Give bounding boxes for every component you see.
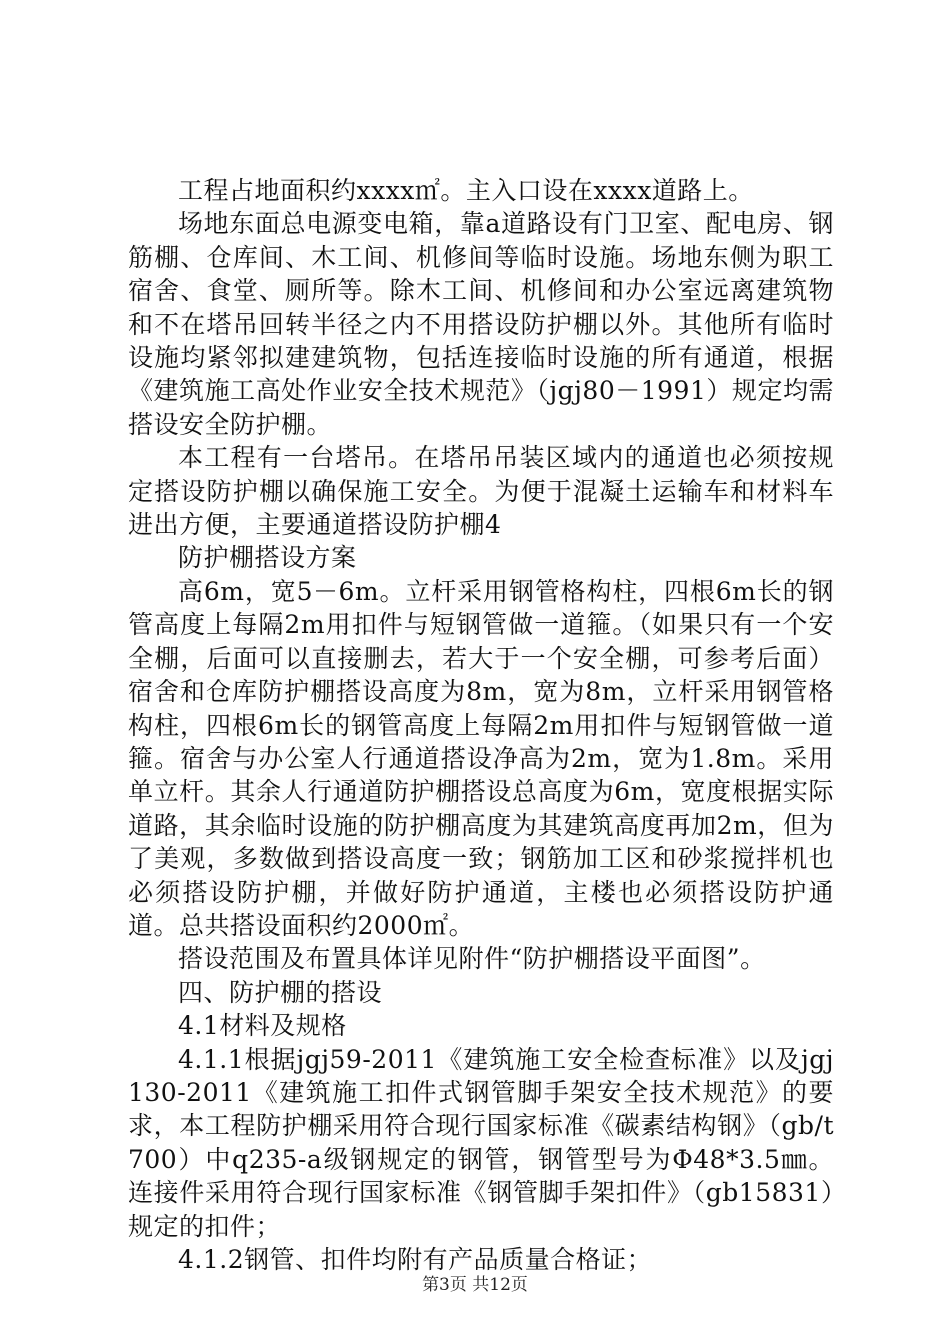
document-body xyxy=(128,174,834,1276)
paragraph-scheme-heading: 防护棚搭设方案 xyxy=(178,543,357,573)
paragraph-4-1-1: 4.1.1根据jgj59-2011《建筑施工安全检查标准》以及jgj130-2011《建筑施工扣件式钢管脚手架安全技术规范》的要求，本工程防护棚采用符合现行国家标准《碳素结构钢》（gb/t700）中q235-a级钢规定的钢管，钢管型号为Φ48*3.5㎜。连接件采用符合现行国家标准《钢管脚手架扣件》（gb15831）规定的扣件； xyxy=(128,1044,834,1241)
page-number-footer: 第3页 共12页 xyxy=(422,1275,528,1295)
paragraph-scheme-details: 高6m，宽5－6m。立杆采用钢管格构柱，四根6m长的钢管高度上每隔2m用扣件与短钢管做一道箍。（如果只有一个安全棚，后面可以直接删去，若大于一个安全棚，可参考后面）宿舍和仓库防护棚搭设高度为8m，宽为8m，立杆采用钢管格构柱，四根6m长的钢管高度上每隔2m用扣件与短钢管做一道箍。宿舍与办公室人行通道搭设净高为2m，宽为1.8m。采用单立杆。其余人行通道防护棚搭设总高度为6m，宽度根据实际道路，其余临时设施的防护棚高度为其建筑高度再加2m，但为了美观，多数做到搭设高度一致；钢筋加工区和砂浆搅拌机也必须搭设防护棚，并做好防护通道，主楼也必须搭设防护通道。总共搭设面积约2000㎡。 xyxy=(128,576,834,940)
section-heading-4: 四、防护棚的搭设 xyxy=(178,977,383,1007)
paragraph-scope-reference: 搭设范围及布置具体详见附件“防护棚搭设平面图”。 xyxy=(178,944,766,974)
paragraph-4-1-2: 4.1.2钢管、扣件均附有产品质量合格证； xyxy=(178,1245,653,1274)
paragraph-site-area: 工程占地面积约xxxx㎡。主入口设在xxxx道路上。 xyxy=(178,176,754,205)
paragraph-tower-crane: 本工程有一台塔吊。在塔吊吊装区域内的通道也必须按规定搭设防护棚以确保施工安全。为便于混凝土运输车和材料车进出方便，主要通道搭设防护棚4 xyxy=(128,443,834,540)
section-heading-4-1: 4.1材料及规格 xyxy=(178,1011,347,1041)
paragraph-site-layout: 场地东面总电源变电箱，靠a道路设有门卫室、配电房、钢筋棚、仓库间、木工间、机修间等临时设施。场地东侧为职工宿舍、食堂、厕所等。除木工间、机修间和办公室远离建筑物和不在塔吊回转半径之内不用搭设防护棚以外。其他所有临时设施均紧邻拟建建筑物，包括连接临时设施的所有通道，根据《建筑施工高处作业安全技术规范》（jgj80－1991）规定均需搭设安全防护棚。 xyxy=(128,209,834,439)
